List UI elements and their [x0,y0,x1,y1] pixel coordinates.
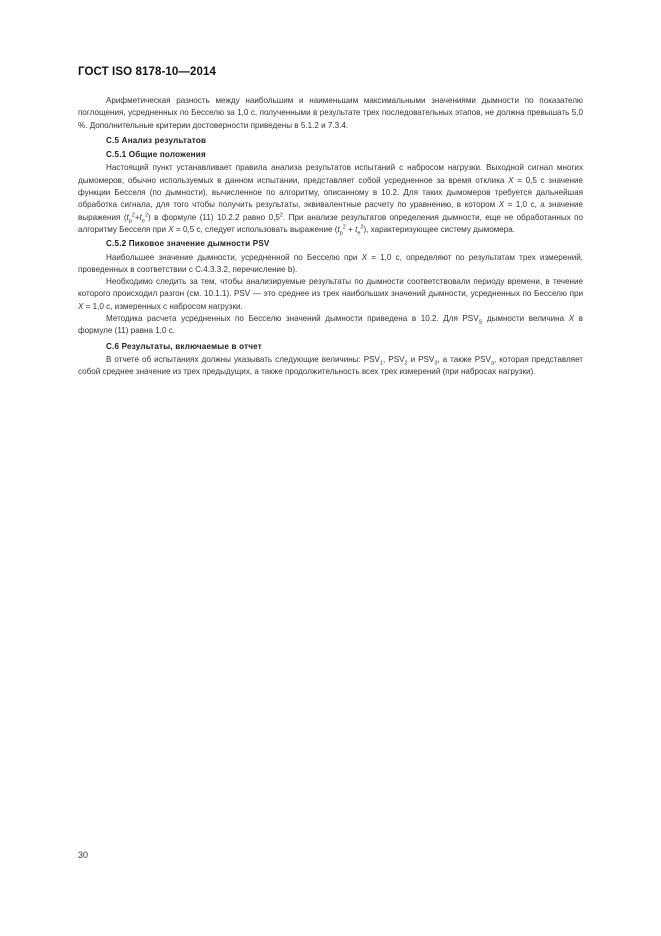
c52-paragraph-1 [78,252,583,277]
text: = 1,0 с, а значение выражения ( [78,200,583,222]
document-header: ГОСТ ISO 8178-10—2014 [78,66,216,78]
var-t: t [355,224,358,234]
superscript: 2 [342,224,346,231]
var-t: t [126,212,129,222]
var-x: X [498,200,505,210]
text: Методика расчета усредненных по Бесселю значений дымности приведена в 10.2. Для PSV [106,314,479,324]
text: ) в формуле (11) 10.2.2 равно 0,5 [148,212,280,222]
superscript: 2 [360,224,364,231]
text: ), характеризующее систему дымомера. [363,224,516,234]
var-x: X [361,252,368,262]
text: = 0,5 с, следует использовать выражение ( [173,224,338,234]
text: + [348,224,353,234]
subscript: p [339,230,343,237]
document-body [78,95,583,379]
var-t: t [337,224,340,234]
var-x: X [168,224,174,234]
subscript: 3 [434,360,438,367]
subscript: S [478,319,483,326]
subscript: 1 [379,360,384,367]
text: и PSV [407,354,435,364]
section-c5-heading: С.5 Анализ результатов [106,135,207,145]
c52-paragraph-3 [78,313,583,338]
text: , которая представляет собой среднее значение из трех предыдущих, а также продолжительность всех трех измерений (при набросах нагрузки). [78,354,584,377]
superscript: 2 [279,211,283,218]
c6-paragraph [78,354,583,379]
intro-paragraph: Арифметическая разность между наибольшим и наименьшим максимальными значениями дымности по показателю поглощения, усредненных по Бесселю за 1,0 с, полученными в результате трех последовательных этапов, не должна превышать 5,0 %. Дополнительные критерии достоверности приведены в 5.1.2 и 7.3.4. [78,96,583,130]
text: Наибольшее значение дымности, усредненной по Бесселю при [106,252,362,262]
text: = 0,5 с значение функции Бесселя (по дымности), вычисленное по алгоритму, описанному в 10.2. Для таких дымомеров требуется дальнейшая обработка сигнала, для того чтобы получить результаты, эквивалентные расчету по уравнению, в котором [78,175,583,210]
c51-paragraph [78,162,583,236]
text: В отчете об испытаниях должны указывать следующие величины: PSV [106,354,380,364]
var-x: X [78,301,84,311]
text: , а также PSV [437,354,491,364]
subscript: e [141,218,145,225]
c52-paragraph-2 [78,276,583,313]
var-x: X [568,314,575,324]
subscript: p [128,218,132,225]
superscript: 2 [144,211,149,218]
page-number: 30 [78,850,89,860]
text: , PSV [383,354,405,364]
text: дымности величина [482,314,569,324]
text: Настоящий пункт устанавливает правила анализа результатов испытаний с набросом нагрузки. Выходной сигнал многих дымомеров, обычно используемых в данном испытании, представляет собой усредненное за время отклика [78,163,583,185]
superscript: 2 [131,211,135,218]
text: Необходимо следить за тем, чтобы анализируемые результаты по дымности соответствовали периоду времени, в течение которого происходил разгон (см. 10.1.1). PSV — это среднее из трех наибольших значений дымности, усредненных по Бесселю при [78,277,583,299]
text: = 1,0 с, измеренных с набросом нагрузки. [83,301,243,311]
var-t: t [139,212,142,222]
section-c52-heading: С.5.2 Пиковое значение дымности PSV [106,239,270,249]
subscript: 2 [404,360,408,367]
text: в формуле (11) равна 1,0 с. [78,314,583,336]
subscript: e [357,230,361,237]
text: = 1,0 с, определяют по результатам трех измерений, проведенных в соответствии с С.4.3.3.2, перечисление b). [78,252,583,274]
text: . При анализе результатов определения дымности, еще не обработанных по алгоритму Бесселя при [78,212,584,234]
var-x: X [508,175,514,185]
subscript: a [490,360,495,367]
section-c6-heading: С.6 Результаты, включаемые в отчет [106,341,262,351]
section-c51-heading: С.5.1 Общие положения [106,150,206,160]
text: + [134,212,140,222]
